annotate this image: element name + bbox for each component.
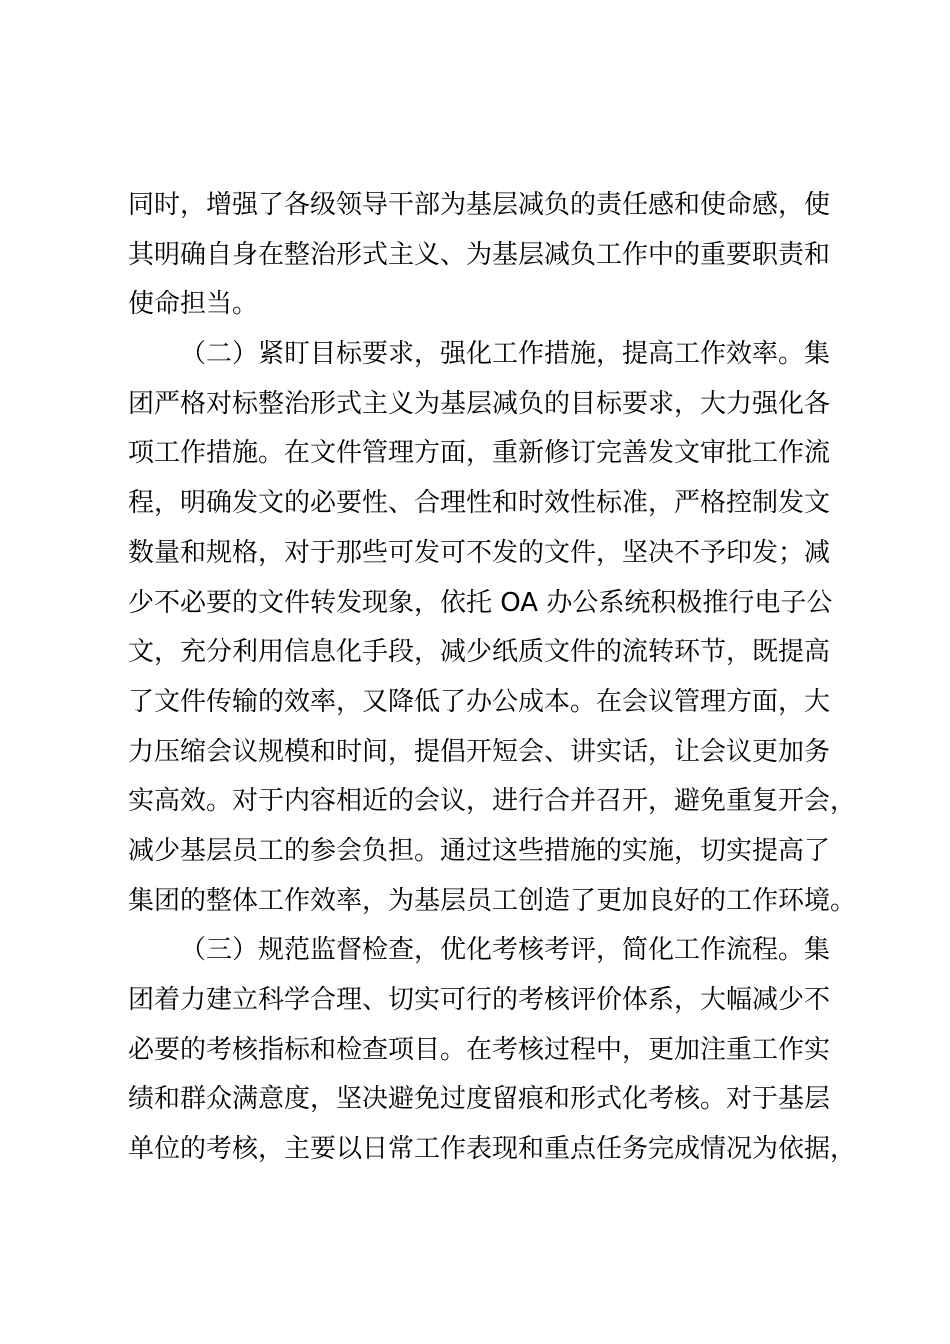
text-line: 力压缩会议规模和时间，提倡开短会、讲实话，让会议更加务 <box>128 736 831 767</box>
text-line: 使命担当。 <box>128 289 259 320</box>
text-line: 少不必要的文件转发现象，依托 OA 办公系统积极推行电子公 <box>128 587 833 618</box>
text-line: 同时，增强了各级领导干部为基层减负的责任感和使命感，使 <box>128 190 831 220</box>
document-body <box>128 181 857 1175</box>
text-line: 项工作措施。在文件管理方面，重新修订完善发文审批工作流 <box>128 438 831 469</box>
text-line: 其明确自身在整治形式主义、为基层减负工作中的重要职责和 <box>128 239 831 270</box>
text-line: 了文件传输的效率，又降低了办公成本。在会议管理方面，大 <box>128 686 831 717</box>
text-line: 团着力建立科学合理、切实可行的考核评价体系，大幅减少不 <box>128 985 831 1015</box>
text-line: 团严格对标整治形式主义为基层减负的目标要求，大力强化各 <box>128 388 831 419</box>
text-line: 减少基层员工的参会负担。通过这些措施的实施，切实提高了 <box>128 835 831 866</box>
section-heading-line: （三）规范监督检查，优化考核考评，简化工作流程。集 <box>180 935 831 966</box>
text-line: 程，明确发文的必要性、合理性和时效性标准，严格控制发文 <box>128 488 831 519</box>
text-line: 集团的整体工作效率，为基层员工创造了更加良好的工作环境。 <box>128 885 857 916</box>
text-line: 文，充分利用信息化手段，减少纸质文件的流转环节，既提高 <box>128 637 831 668</box>
text-line: 绩和群众满意度，坚决避免过度留痕和形式化考核。对于基层 <box>128 1084 831 1115</box>
section-heading-line: （二）紧盯目标要求，强化工作措施，提高工作效率。集 <box>180 339 831 370</box>
text-line: 必要的考核指标和检查项目。在考核过程中，更加注重工作实 <box>128 1034 831 1065</box>
text-line: 实高效。对于内容相近的会议，进行合并召开，避免重复开会， <box>128 786 857 817</box>
text-line: 单位的考核，主要以日常工作表现和重点任务完成情况为依据， <box>128 1134 857 1165</box>
text-line: 数量和规格，对于那些可发可不发的文件，坚决不予印发；减 <box>128 537 831 568</box>
